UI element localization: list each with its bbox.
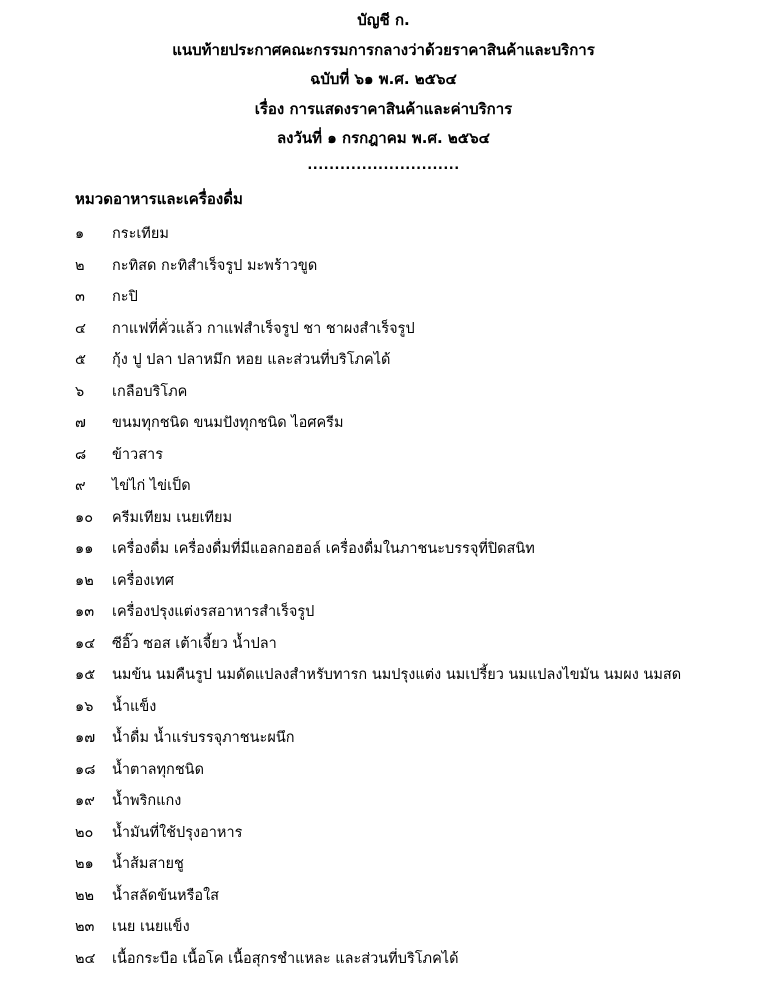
item-text: น้ำสลัดข้นหรือใส: [112, 887, 220, 904]
category-heading: หมวดอาหารและเครื่องดื่ม: [75, 190, 243, 208]
list-item: [75, 314, 681, 346]
item-number: ๒๐: [75, 824, 94, 841]
item-number: ๒: [75, 257, 85, 274]
item-number: ๑: [75, 226, 85, 242]
item-text: น้ำส้มสายชู: [112, 856, 184, 872]
list-item: [75, 849, 681, 881]
item-text: เครื่องปรุงแต่งรสอาหารสำเร็จรูป: [112, 604, 315, 620]
document-title: บัญชี ก.: [357, 11, 410, 29]
list-item: [75, 818, 681, 850]
item-text: น้ำแข็ง: [112, 698, 157, 715]
item-number: ๑๐: [75, 509, 94, 526]
item-text: เกลือบริโภค: [112, 383, 188, 400]
item-text: นมข้น นมคืนรูป นมดัดแปลงสำหรับทารก นมปรุงแต่ง นมเปรี้ยว นมแปลงไขมัน นมผง นมสด: [112, 667, 682, 683]
item-number: ๒๒: [75, 887, 95, 904]
item-text: เนย เนยแข็ง: [112, 919, 190, 935]
item-list: [75, 219, 681, 975]
item-number: ๘: [75, 446, 87, 463]
item-text: กะทิสด กะทิสำเร็จรูป มะพร้าวขูด: [112, 257, 318, 274]
list-item: [75, 755, 681, 787]
item-text: กาแฟที่คั่วแล้ว กาแฟสำเร็จรูป ชา ชาผงสำเร็จรูป: [112, 320, 415, 337]
list-item: [75, 944, 681, 976]
list-item: [75, 440, 681, 472]
list-item: [75, 566, 681, 598]
item-text: เครื่องดื่ม เครื่องดื่มที่มีแอลกอฮอล์ เครื่องดื่มในภาชนะบรรจุที่ปิดสนิท: [112, 541, 535, 557]
item-number: ๒๑: [75, 856, 94, 872]
item-text: กุ้ง ปู ปลา ปลาหมึก หอย และส่วนที่บริโภคได้: [112, 352, 391, 368]
item-number: ๖: [75, 383, 85, 400]
list-item: [75, 881, 681, 913]
item-number: ๒๓: [75, 919, 95, 935]
list-item: [75, 629, 681, 661]
item-text: เครื่องเทศ: [112, 572, 174, 589]
list-item: [75, 912, 681, 944]
item-number: ๑๕: [75, 667, 96, 683]
item-number: ๑๘: [75, 761, 96, 778]
item-text: น้ำดื่ม น้ำแร่บรรจุภาชนะผนึก: [112, 730, 295, 746]
item-number: ๔: [75, 320, 86, 337]
item-text: ไข่ไก่ ไข่เป็ด: [112, 478, 191, 494]
item-text: น้ำตาลทุกชนิด: [112, 761, 205, 778]
item-text: ซีอิ๊ว ซอส เต้าเจี้ยว น้ำปลา: [112, 635, 277, 652]
item-text: น้ำมันที่ใช้ปรุงอาหาร: [112, 824, 243, 841]
item-text: กะปิ: [112, 289, 138, 305]
list-item: [75, 408, 681, 440]
item-number: ๑๙: [75, 793, 95, 809]
document-header: [0, 6, 767, 176]
item-text: น้ำพริกแกง: [112, 793, 182, 809]
list-item: [75, 597, 681, 629]
item-number: ๑๒: [75, 572, 94, 589]
list-item: [75, 251, 681, 283]
subject-line: เรื่อง การแสดงราคาสินค้าและค่าบริการ: [254, 99, 513, 118]
item-text: กระเทียม: [112, 226, 169, 242]
issue-number-line: ฉบับที่ ๖๑ พ.ศ. ๒๕๖๔: [310, 70, 457, 88]
list-item: [75, 692, 681, 724]
item-number: ๗: [75, 415, 86, 431]
item-text: เนื้อกระบือ เนื้อโค เนื้อสุกรชำแหละ และส่วนที่บริโภคได้: [112, 950, 459, 967]
list-item: [75, 660, 681, 692]
item-text: ครีมเทียม เนยเทียม: [112, 509, 233, 526]
item-number: ๑๓: [75, 604, 95, 620]
header-separator: ............................: [307, 157, 460, 173]
item-text: ขนมทุกชนิด ขนมปังทุกชนิด ไอศครีม: [112, 415, 344, 431]
item-text: ข้าวสาร: [112, 446, 163, 463]
attachment-line: แนบท้ายประกาศคณะกรรมการกลางว่าด้วยราคาสินค้าและบริการ: [172, 40, 595, 59]
list-item: [75, 471, 681, 503]
list-item: [75, 786, 681, 818]
item-number: ๑๑: [75, 541, 94, 557]
item-number: ๑๖: [75, 698, 94, 715]
list-item: [75, 377, 681, 409]
list-item: [75, 219, 681, 251]
item-number: ๑๗: [75, 730, 96, 746]
item-number: ๓: [75, 289, 85, 305]
date-line: ลงวันที่ ๑ กรกฎาคม พ.ศ. ๒๕๖๔: [276, 129, 491, 147]
item-number: ๑๔: [75, 635, 96, 652]
item-number: ๒๔: [75, 950, 96, 967]
list-item: [75, 503, 681, 535]
list-item: [75, 723, 681, 755]
list-item: [75, 345, 681, 377]
item-number: ๕: [75, 352, 86, 368]
list-item: [75, 282, 681, 314]
item-number: ๙: [75, 478, 86, 494]
list-item: [75, 534, 681, 566]
